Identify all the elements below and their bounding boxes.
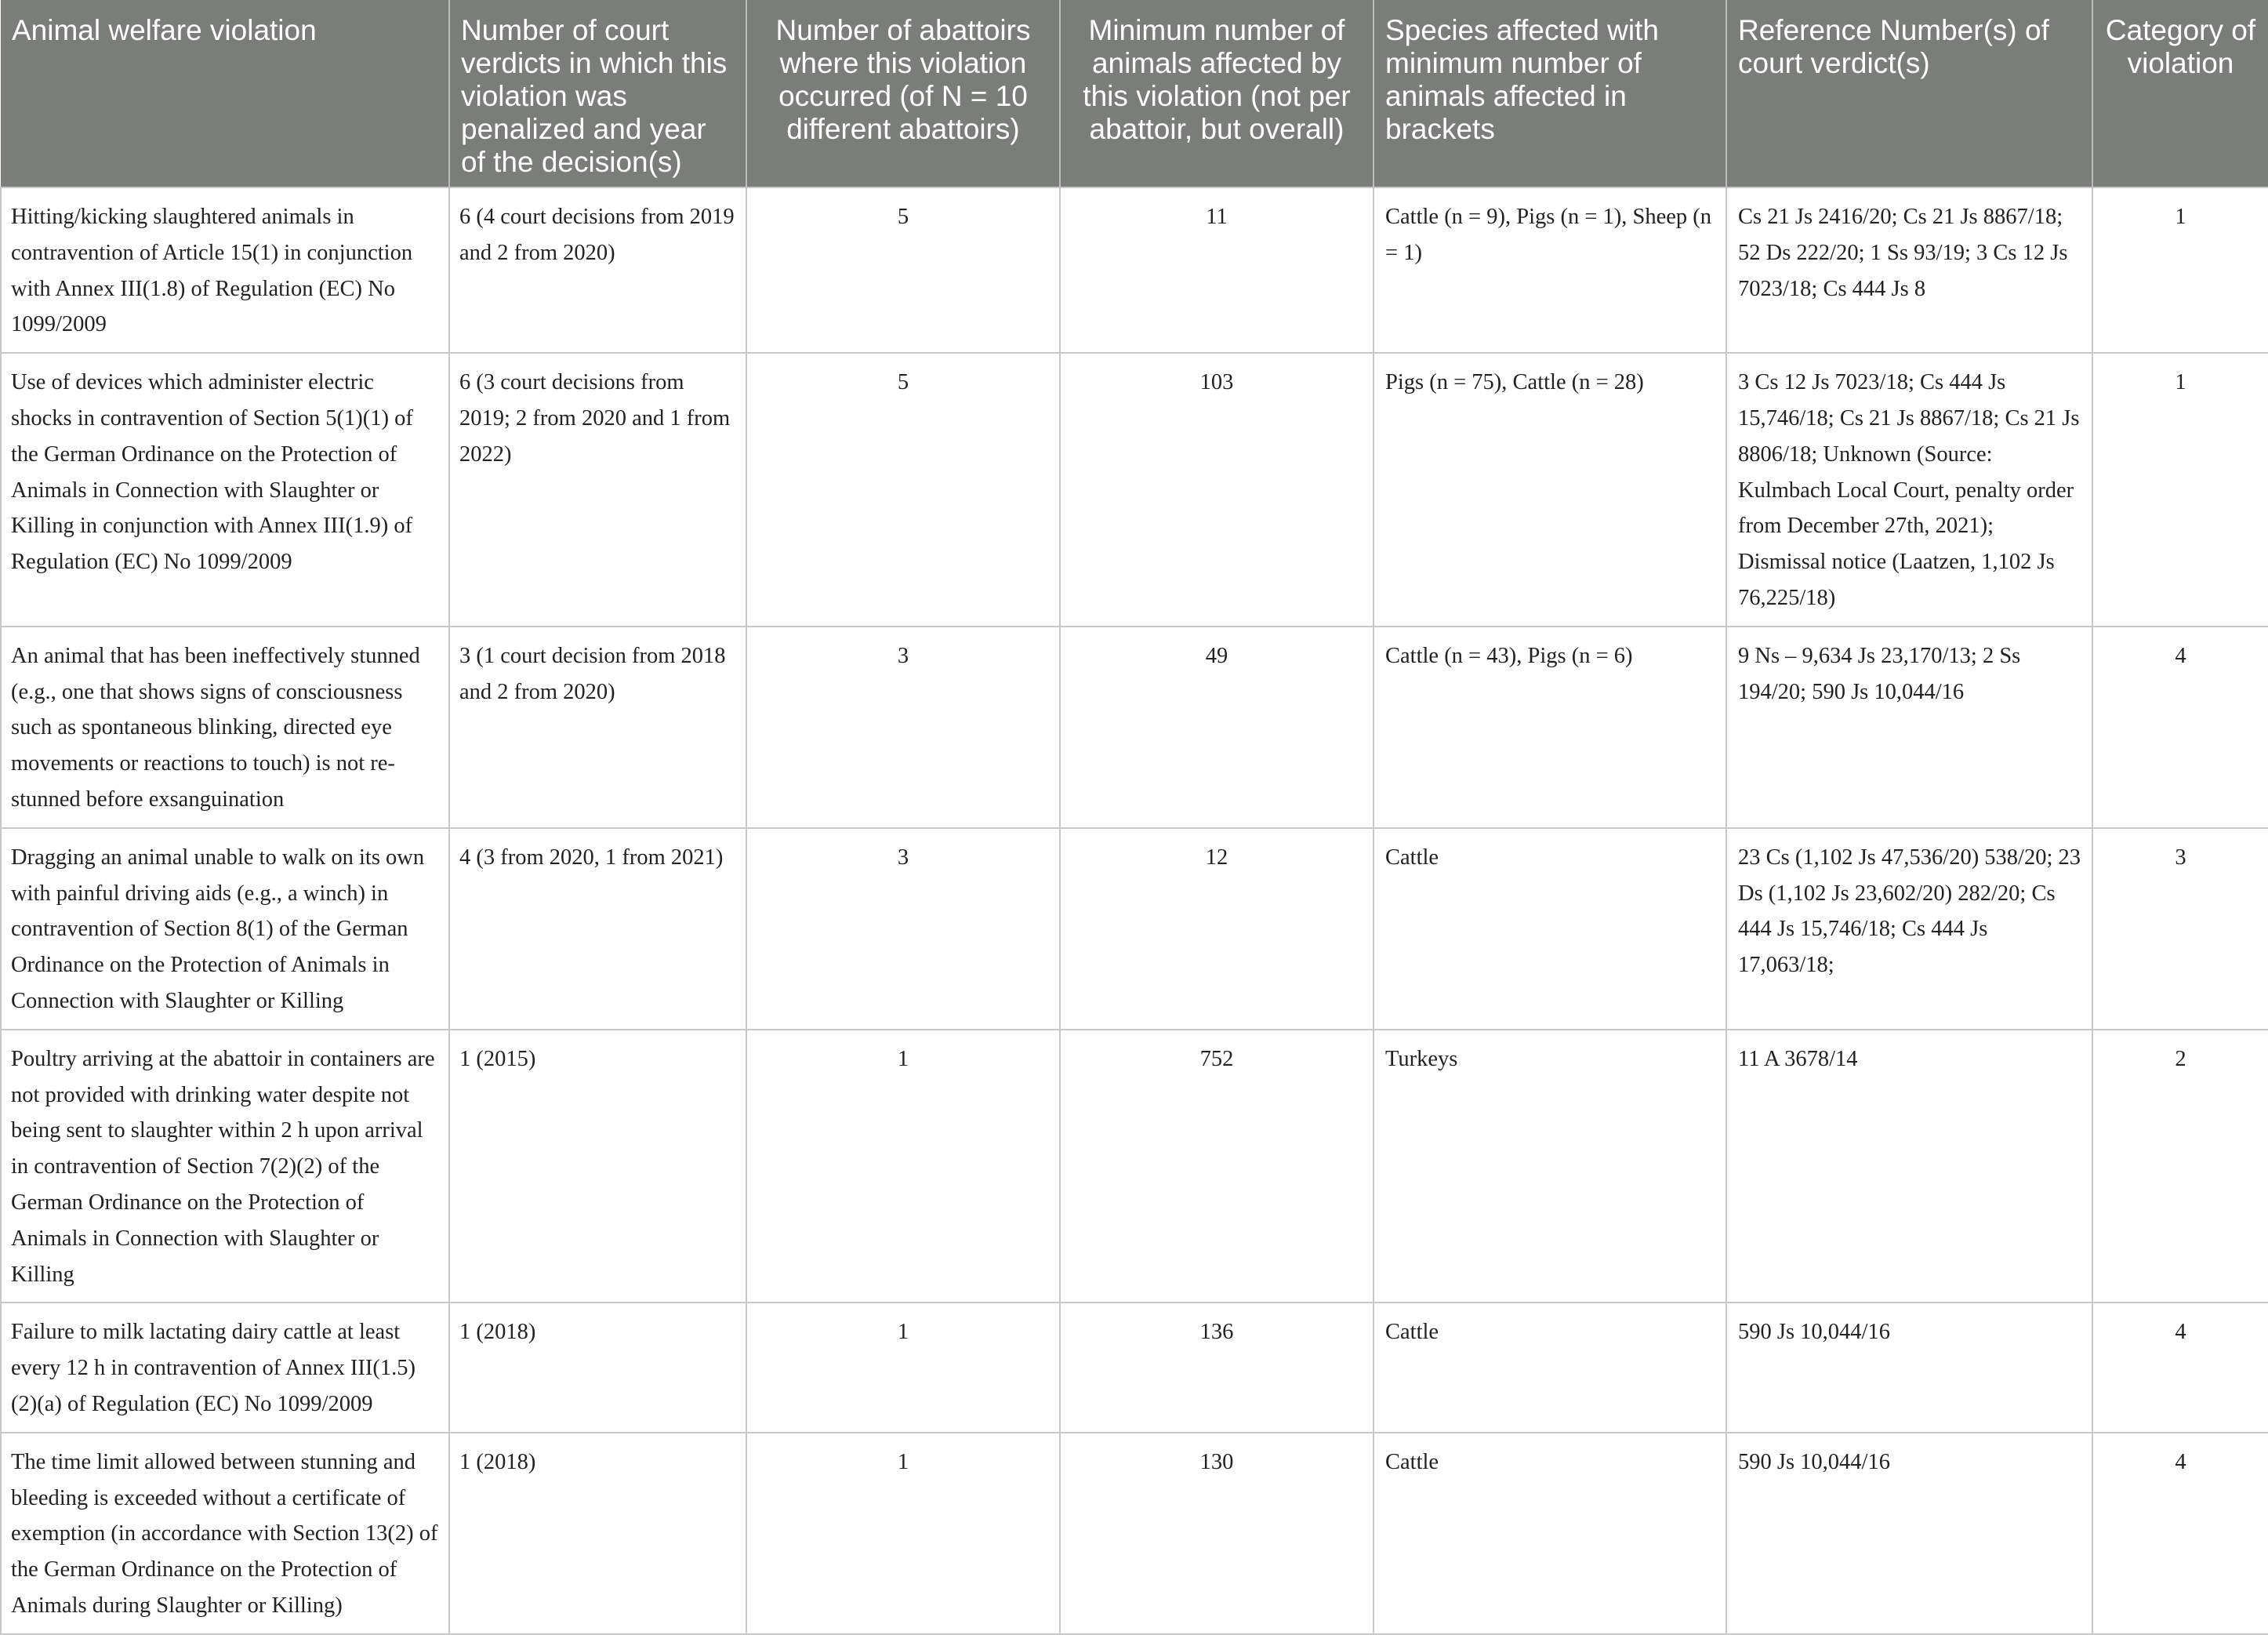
- cell-violation: An animal that has been ineffectively stunned (e.g., one that shows signs of consciousness such as spontaneous blinking, directed eye movements or reactions to touch) is not re-stunned before exsanguination: [1, 627, 449, 828]
- table-row: [1, 1030, 2268, 1303]
- cell-category: 4: [2092, 1303, 2268, 1432]
- cell-category: 4: [2092, 627, 2268, 828]
- cell-animals: 136: [1060, 1303, 1374, 1432]
- cell-species: Cattle (n = 9), Pigs (n = 1), Sheep (n = 1): [1374, 187, 1726, 353]
- cell-animals: 49: [1060, 627, 1374, 828]
- cell-abattoirs: 3: [746, 828, 1060, 1030]
- table-row: [1, 828, 2268, 1030]
- cell-references: 590 Js 10,044/16: [1726, 1433, 2092, 1634]
- header-verdicts: Number of court verdicts in which this violation was penalized and year of the decision(s): [449, 0, 746, 187]
- header-animals: Minimum number of animals affected by this violation (not per abattoir, but overall): [1060, 0, 1374, 187]
- header-category: Category of violation: [2092, 0, 2268, 187]
- cell-violation: Hitting/kicking slaughtered animals in contravention of Article 15(1) in conjunction with Annex III(1.8) of Regulation (EC) No 1099/2009: [1, 187, 449, 353]
- cell-verdicts: 3 (1 court decision from 2018 and 2 from 2020): [449, 627, 746, 828]
- cell-verdicts: 4 (3 from 2020, 1 from 2021): [449, 828, 746, 1030]
- cell-category: 4: [2092, 1433, 2268, 1634]
- cell-species: Pigs (n = 75), Cattle (n = 28): [1374, 353, 1726, 627]
- header-violation: Animal welfare violation: [1, 0, 449, 187]
- cell-references: Cs 21 Js 2416/20; Cs 21 Js 8867/18; 52 Ds 222/20; 1 Ss 93/19; 3 Cs 12 Js 7023/18; Cs 444 Js 8: [1726, 187, 2092, 353]
- cell-animals: 752: [1060, 1030, 1374, 1303]
- cell-abattoirs: 1: [746, 1030, 1060, 1303]
- table-row: [1, 1303, 2268, 1432]
- table-row: [1, 187, 2268, 353]
- table-row: [1, 627, 2268, 828]
- cell-category: 3: [2092, 828, 2268, 1030]
- cell-verdicts: 6 (3 court decisions from 2019; 2 from 2020 and 1 from 2022): [449, 353, 746, 627]
- cell-animals: 12: [1060, 828, 1374, 1030]
- cell-species: Cattle: [1374, 1303, 1726, 1432]
- cell-category: 2: [2092, 1030, 2268, 1303]
- cell-abattoirs: 1: [746, 1303, 1060, 1432]
- cell-violation: The time limit allowed between stunning and bleeding is exceeded without a certificate of exemption (in accordance with Section 13(2) of the German Ordinance on the Protection of Animals during Slaughter or Killing): [1, 1433, 449, 1634]
- cell-abattoirs: 3: [746, 627, 1060, 828]
- cell-species: Cattle (n = 43), Pigs (n = 6): [1374, 627, 1726, 828]
- cell-animals: 11: [1060, 187, 1374, 353]
- header-references: Reference Number(s) of court verdict(s): [1726, 0, 2092, 187]
- cell-species: Cattle: [1374, 1433, 1726, 1634]
- cell-species: Turkeys: [1374, 1030, 1726, 1303]
- cell-category: 1: [2092, 187, 2268, 353]
- cell-violation: Dragging an animal unable to walk on its own with painful driving aids (e.g., a winch) in contravention of Section 8(1) of the German Ordinance on the Protection of Animals in Connection with Slaughter or Killing: [1, 828, 449, 1030]
- header-row: [1, 0, 2268, 187]
- cell-references: 23 Cs (1,102 Js 47,536/20) 538/20; 23 Ds (1,102 Js 23,602/20) 282/20; Cs 444 Js 15,746/18; Cs 444 Js 17,063/18;: [1726, 828, 2092, 1030]
- cell-verdicts: 1 (2018): [449, 1303, 746, 1432]
- header-species: Species affected with minimum number of animals affected in brackets: [1374, 0, 1726, 187]
- header-abattoirs: Number of abattoirs where this violation occurred (of N = 10 different abattoirs): [746, 0, 1060, 187]
- table-row: [1, 353, 2268, 627]
- cell-abattoirs: 5: [746, 353, 1060, 627]
- cell-verdicts: 1 (2015): [449, 1030, 746, 1303]
- cell-violation: Use of devices which administer electric shocks in contravention of Section 5(1)(1) of the German Ordinance on the Protection of Animals in Connection with Slaughter or Killing in conjunction with Annex III(1.9) of Regulation (EC) No 1099/2009: [1, 353, 449, 627]
- cell-violation: Poultry arriving at the abattoir in containers are not provided with drinking water despite not being sent to slaughter within 2 h upon arrival in contravention of Section 7(2)(2) of the German Ordinance on the Protection of Animals in Connection with Slaughter or Killing: [1, 1030, 449, 1303]
- cell-references: 3 Cs 12 Js 7023/18; Cs 444 Js 15,746/18; Cs 21 Js 8867/18; Cs 21 Js 8806/18; Unknown (Source: Kulmbach Local Court, penalty order from December 27th, 2021); Dismissal notice (Laatzen, 1,102 Js 76,225/18): [1726, 353, 2092, 627]
- cell-animals: 130: [1060, 1433, 1374, 1634]
- cell-category: 1: [2092, 353, 2268, 627]
- cell-abattoirs: 1: [746, 1433, 1060, 1634]
- cell-references: 9 Ns – 9,634 Js 23,170/13; 2 Ss 194/20; 590 Js 10,044/16: [1726, 627, 2092, 828]
- cell-animals: 103: [1060, 353, 1374, 627]
- cell-references: 11 A 3678/14: [1726, 1030, 2092, 1303]
- cell-verdicts: 1 (2018): [449, 1433, 746, 1634]
- table-row: [1, 1433, 2268, 1634]
- cell-verdicts: 6 (4 court decisions from 2019 and 2 from 2020): [449, 187, 746, 353]
- cell-abattoirs: 5: [746, 187, 1060, 353]
- cell-references: 590 Js 10,044/16: [1726, 1303, 2092, 1432]
- cell-violation: Failure to milk lactating dairy cattle at least every 12 h in contravention of Annex III(1.5)(2)(a) of Regulation (EC) No 1099/2009: [1, 1303, 449, 1432]
- cell-species: Cattle: [1374, 828, 1726, 1030]
